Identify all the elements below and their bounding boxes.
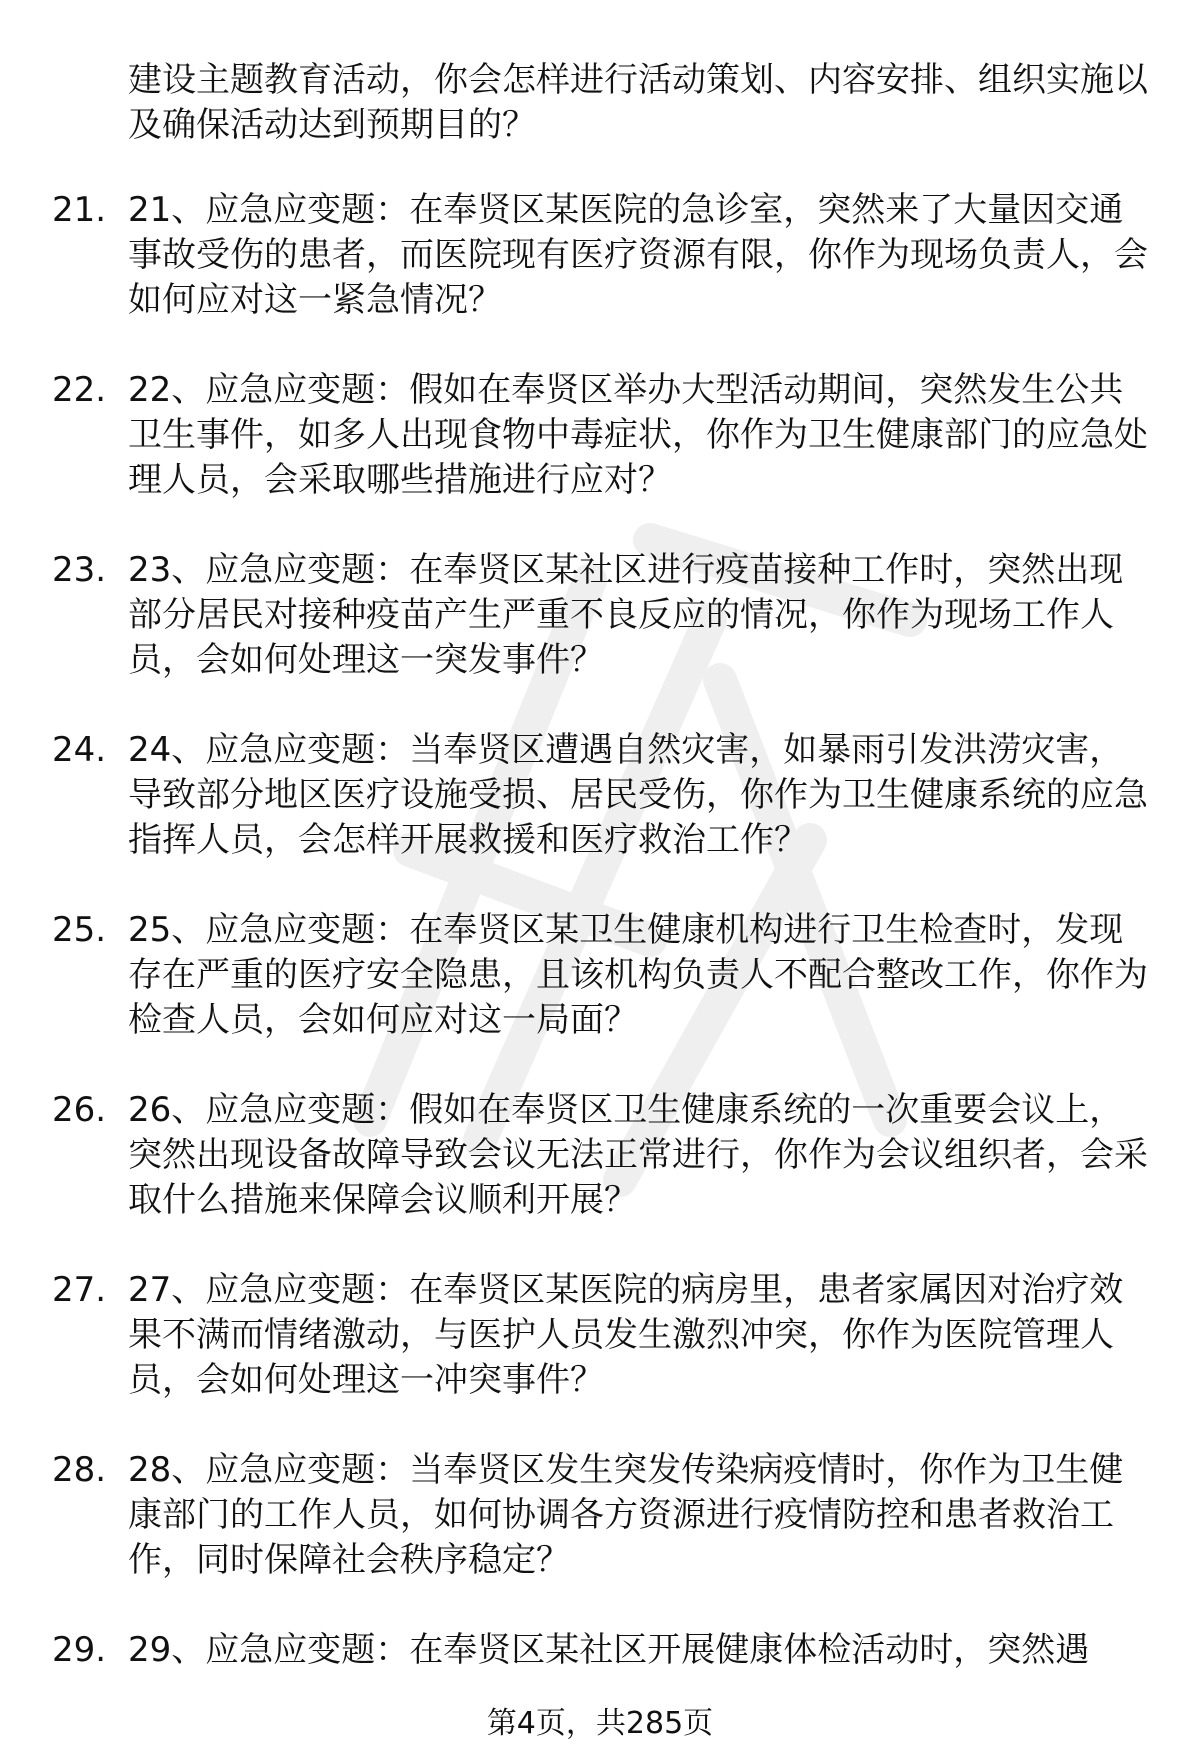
question-text: 24、应急应变题：当奉贤区遭遇自然灾害，如暴雨引发洪涝灾害，导致部分地区医疗设施受损、居民受伤，你作为卫生健康系统的应急指挥人员，会怎样开展救援和医疗救治工作？ [128, 730, 1148, 860]
question-number: 22. [52, 370, 107, 410]
question-text: 28、应急应变题：当奉贤区发生突发传染病疫情时，你作为卫生健康部门的工作人员，如何协调各方资源进行疫情防控和患者救治工作，同时保障社会秩序稳定？ [128, 1450, 1124, 1580]
question-text: 21、应急应变题：在奉贤区某医院的急诊室，突然来了大量因交通事故受伤的患者，而医院现有医疗资源有限，你作为现场负责人，会如何应对这一紧急情况？ [128, 190, 1148, 320]
question-number: 21. [52, 190, 107, 230]
question-text: 23、应急应变题：在奉贤区某社区进行疫苗接种工作时，突然出现部分居民对接种疫苗产生严重不良反应的情况，你作为现场工作人员，会如何处理这一突发事件？ [128, 550, 1124, 680]
question-item [0, 1628, 1200, 1673]
question-item [0, 908, 1200, 1043]
continuation-text: 建设主题教育活动，你会怎样进行活动策划、内容安排、组织实施以及确保活动达到预期目的？ [128, 60, 1148, 145]
question-item [0, 728, 1200, 863]
question-text: 25、应急应变题：在奉贤区某卫生健康机构进行卫生检查时，发现存在严重的医疗安全隐患，且该机构负责人不配合整改工作，你作为检查人员，会如何应对这一局面？ [128, 910, 1148, 1040]
question-item [0, 1088, 1200, 1223]
question-number: 27. [52, 1270, 107, 1310]
question-item [0, 188, 1200, 323]
question-number: 28. [52, 1450, 107, 1490]
question-item [0, 548, 1200, 683]
question-text: 26、应急应变题：假如在奉贤区卫生健康系统的一次重要会议上，突然出现设备故障导致会议无法正常进行，你作为会议组织者，会采取什么措施来保障会议顺利开展？ [128, 1090, 1148, 1220]
question-number: 29. [52, 1630, 107, 1670]
question-text: 27、应急应变题：在奉贤区某医院的病房里，患者家属因对治疗效果不满而情绪激动，与医护人员发生激烈冲突，你作为医院管理人员，会如何处理这一冲突事件？ [128, 1270, 1124, 1400]
question-item [0, 368, 1200, 503]
question-list [0, 188, 1200, 1718]
question-item [0, 1448, 1200, 1583]
question-number: 23. [52, 550, 107, 590]
question-text: 29、应急应变题：在奉贤区某社区开展健康体检活动时，突然遇 [128, 1630, 1090, 1670]
question-item [0, 1268, 1200, 1403]
question-text: 22、应急应变题：假如在奉贤区举办大型活动期间，突然发生公共卫生事件，如多人出现食物中毒症状，你作为卫生健康部门的应急处理人员，会采取哪些措施进行应对？ [128, 370, 1148, 500]
question-number: 25. [52, 910, 107, 950]
page-footer: 第4页，共285页 [486, 1706, 714, 1741]
question-number: 24. [52, 730, 107, 770]
question-number: 26. [52, 1090, 107, 1130]
